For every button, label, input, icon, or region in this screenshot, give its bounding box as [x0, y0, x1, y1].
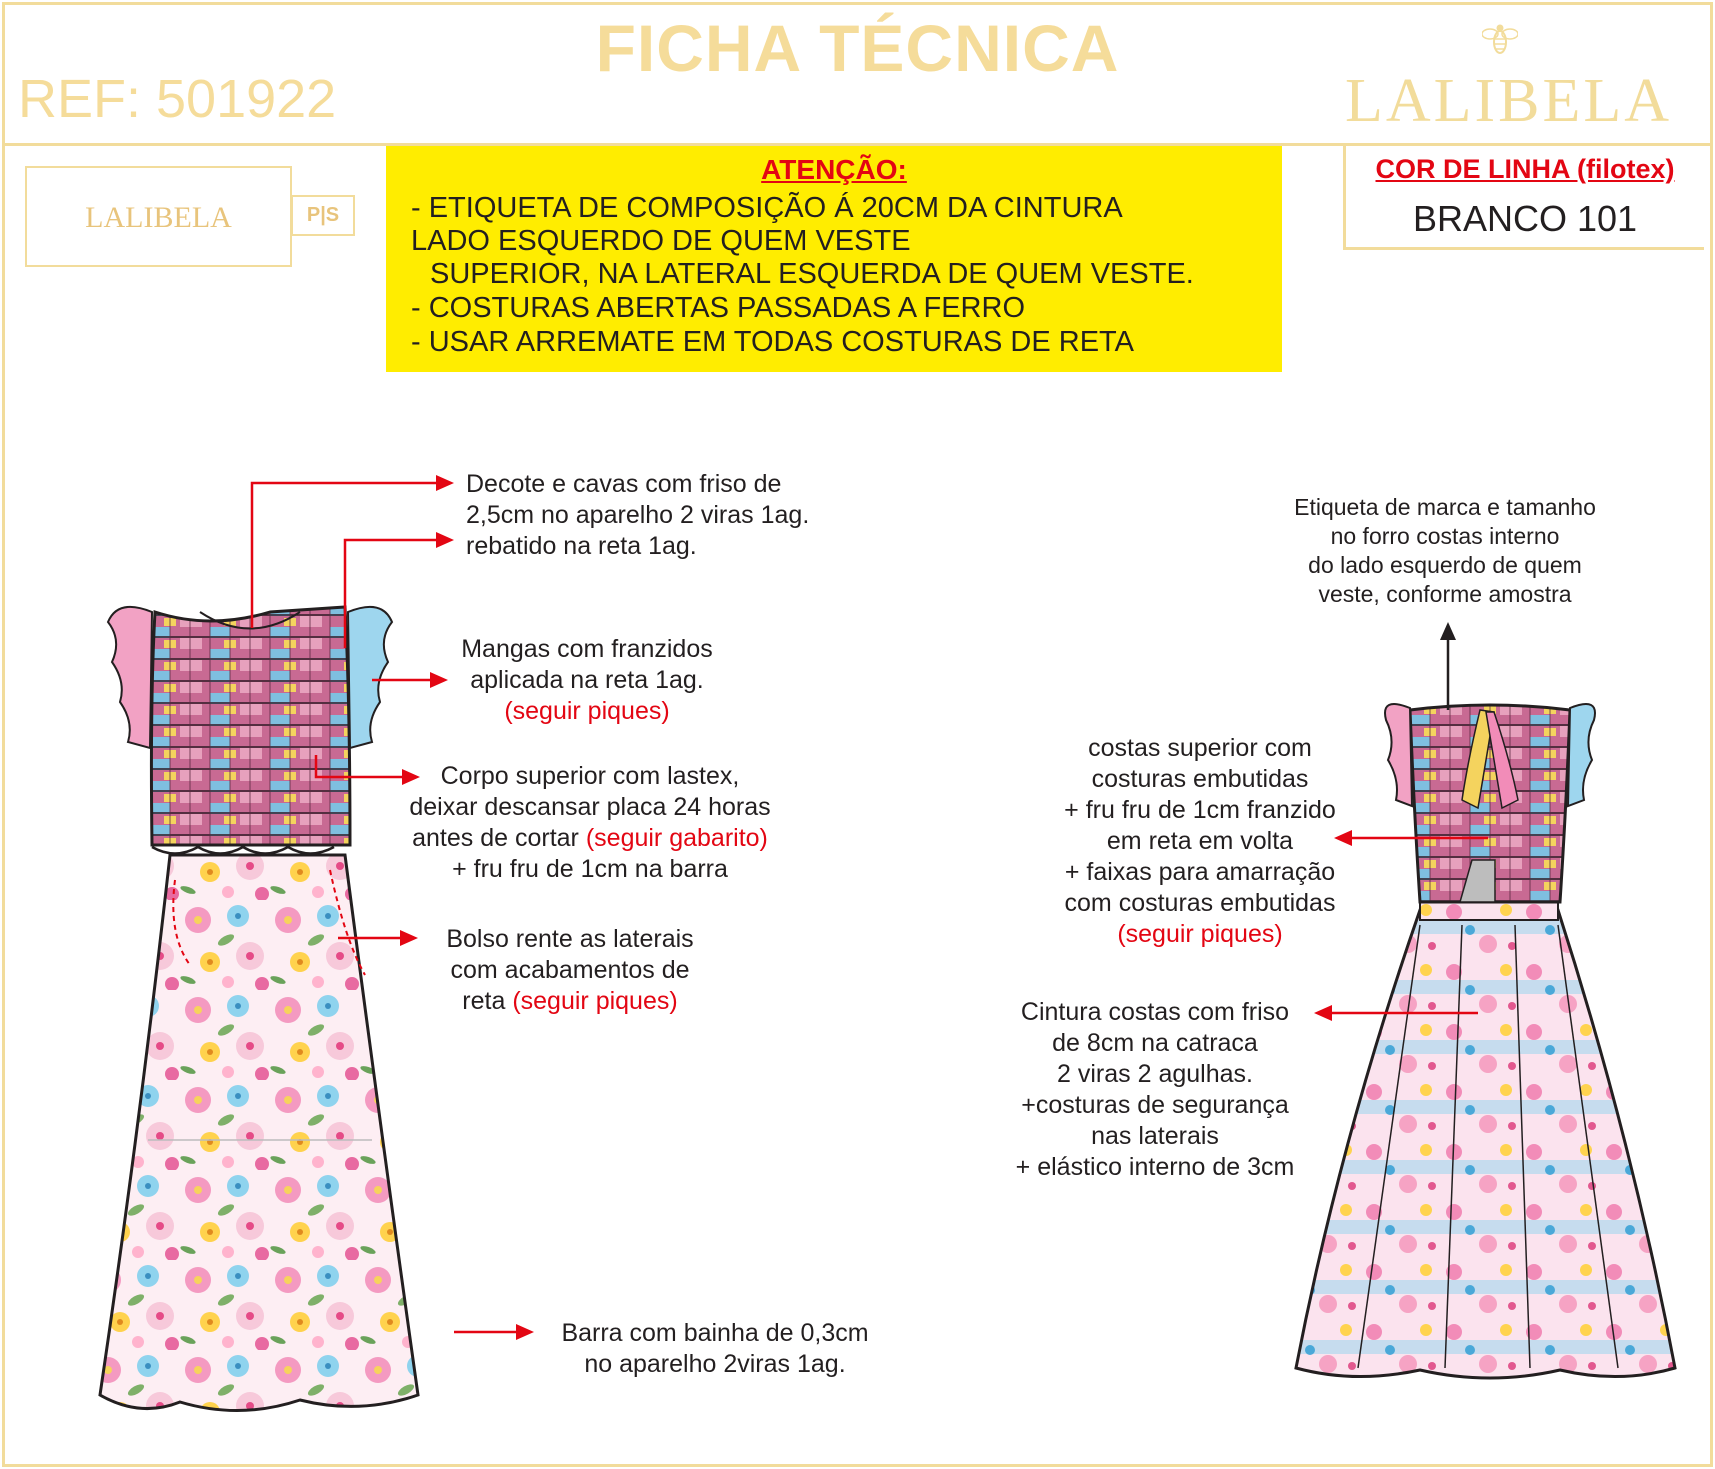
note-line: Barra com bainha de 0,3cm [561, 1319, 869, 1347]
note-hem [530, 1318, 900, 1380]
note-line: + elástico interno de 3cm [1015, 1153, 1295, 1181]
note-line: aplicada na reta 1ag. [470, 666, 704, 694]
note-line: veste, conforme amostra [1318, 581, 1572, 607]
note-line: no aparelho 2viras 1ag. [584, 1350, 846, 1378]
note-line [420, 986, 720, 1017]
note-line: + faixas para amarração [1064, 858, 1336, 886]
attention-title: ATENÇÃO: [761, 154, 907, 185]
attention-line: LADO ESQUERDO DE QUEM VESTE [411, 225, 911, 257]
note-line: Bolso rente as laterais [446, 925, 694, 953]
note-line: nas laterais [1091, 1122, 1219, 1150]
note-text-red: (seguir gabarito) [585, 824, 768, 852]
note-line: do lado esquerdo de quem [1308, 552, 1582, 578]
size-tag: P|S [291, 195, 355, 236]
note-line-red: (seguir piques) [1117, 920, 1283, 948]
note-line: costuras embutidas [1091, 765, 1309, 793]
note-line: deixar descansar placa 24 horas [409, 793, 771, 821]
front-dress-illustration [100, 607, 418, 1411]
note-back-waist [990, 997, 1320, 1183]
attention-line: - ETIQUETA DE COMPOSIÇÃO Á 20CM DA CINTURA [411, 192, 1123, 224]
note-pocket [420, 924, 720, 1017]
front-arrowheads [400, 475, 534, 1340]
note-line: com acabamentos de [450, 956, 690, 984]
note-line-red: (seguir piques) [504, 697, 670, 725]
attention-line: SUPERIOR, NA LATERAL ESQUERDA DE QUEM VESTE. [430, 258, 1194, 290]
note-line: +costuras de segurança [1021, 1091, 1289, 1119]
thread-color-title: COR DE LINHA (filotex) [1375, 154, 1675, 184]
attention-line: - COSTURAS ABERTAS PASSADAS A FERRO [411, 292, 1025, 324]
note-line: 2,5cm no aparelho 2 viras 1ag. [466, 501, 810, 529]
note-bodice [380, 761, 800, 885]
note-line: Mangas com franzidos [461, 635, 713, 663]
note-line: + fru fru de 1cm na barra [452, 855, 728, 883]
page-title: FICHA TÉCNICA [595, 11, 1120, 85]
note-text: reta [462, 987, 513, 1015]
note-line: Decote e cavas com friso de [466, 470, 782, 498]
note-line: no forro costas interno [1330, 523, 1560, 549]
label-brand-text: LALIBELA [85, 201, 232, 234]
thread-color-value: BRANCO 101 [1412, 198, 1638, 239]
note-line: costas superior com [1088, 734, 1312, 762]
note-text-red: (seguir piques) [512, 987, 678, 1015]
note-line: em reta em volta [1106, 827, 1294, 855]
note-line: Corpo superior com lastex, [440, 762, 740, 790]
note-sleeves [432, 634, 742, 727]
reference-code: REF: 501922 [18, 69, 337, 129]
note-line: + fru fru de 1cm franzido [1064, 796, 1336, 824]
attention-line: - USAR ARREMATE EM TODAS COSTURAS DE RETA [411, 326, 1134, 358]
note-back-label [1260, 493, 1630, 609]
note-text: antes de cortar [412, 824, 586, 852]
note-line: Cintura costas com friso [1020, 998, 1290, 1026]
brand-logo: LALIBELA [1345, 67, 1673, 135]
note-back-bodice [1045, 733, 1355, 950]
note-neckline [466, 469, 809, 562]
note-line: rebatido na reta 1ag. [466, 532, 697, 560]
note-line: com costuras embutidas [1064, 889, 1336, 917]
note-line: de 8cm na catraca [1052, 1029, 1258, 1057]
note-line [380, 823, 800, 854]
note-line: 2 viras 2 agulhas. [1057, 1060, 1253, 1088]
note-line: Etiqueta de marca e tamanho [1294, 494, 1596, 520]
